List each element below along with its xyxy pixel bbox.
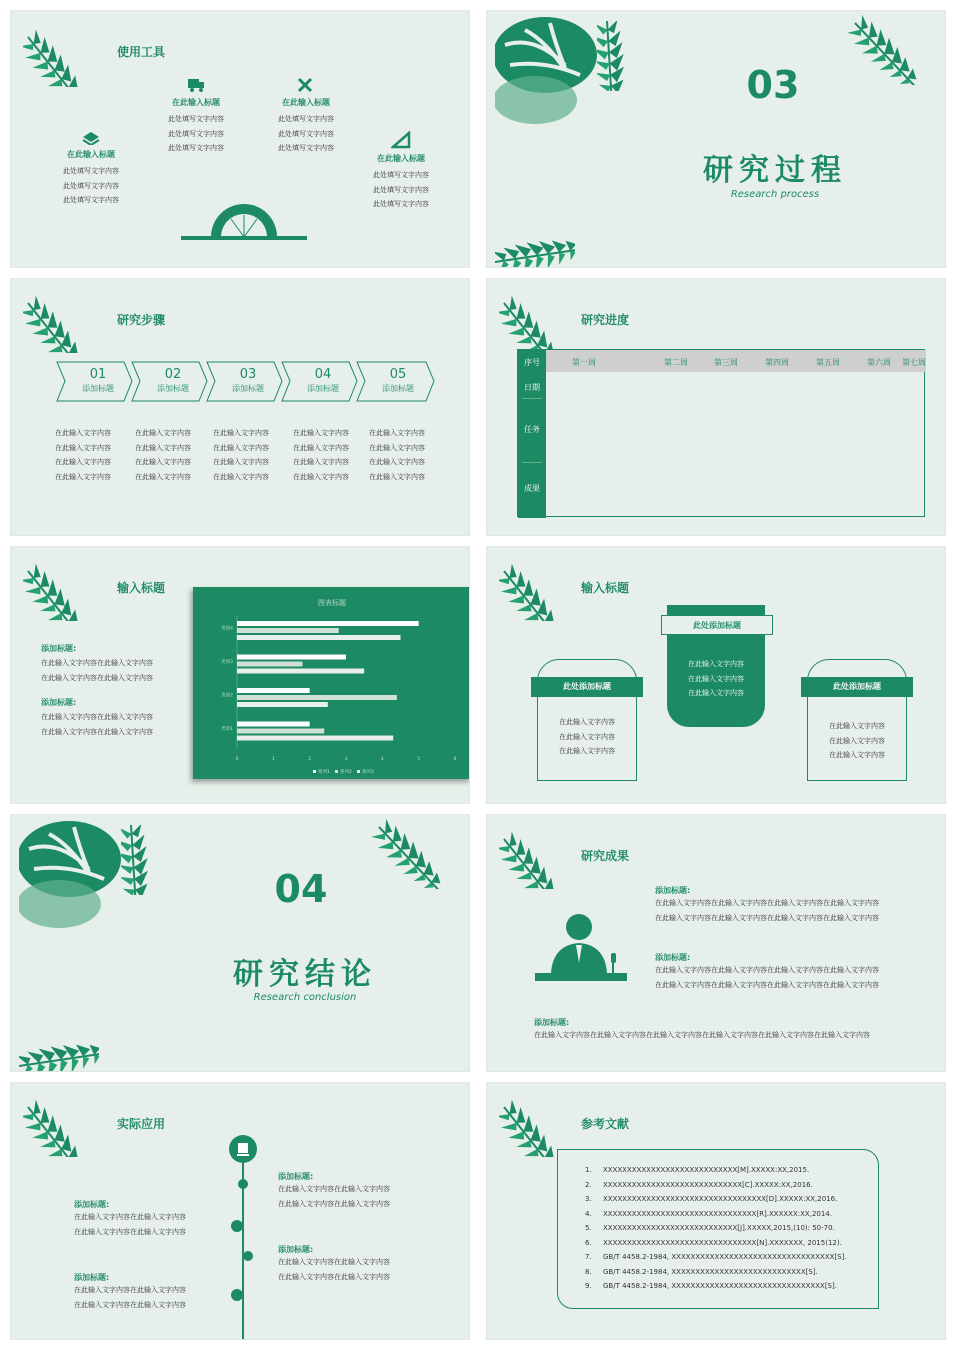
section-number: 04: [274, 867, 328, 911]
speaker-podium-icon: [533, 911, 629, 987]
reference-text: XXXXXXXXXXXXXXXXXXXXXXXXXXXXXXXX[N].XXXXXXX, 2015(12).: [603, 1238, 842, 1247]
slide-section-04[interactable]: [10, 814, 470, 1072]
step-number: 04: [314, 367, 332, 382]
tool-line: 此处填写文字内容: [373, 185, 429, 194]
fern-leaf-icon: [499, 551, 579, 621]
reference-item: [585, 1207, 875, 1222]
fern-leaf-icon: [597, 21, 667, 91]
section-title: 研究结论: [233, 957, 377, 992]
reference-number: 2.: [585, 1180, 592, 1189]
card-heading: 此处添加标题: [801, 677, 913, 697]
step-number: 05: [389, 367, 407, 382]
tool-heading: 在此输入标题: [67, 150, 115, 159]
header-cell: 第五周: [816, 358, 840, 367]
slide-cards[interactable]: [486, 546, 946, 804]
timeline-dot: [243, 1251, 253, 1261]
monstera-leaf-icon: [19, 819, 129, 929]
reference-item: [585, 1192, 875, 1207]
tool-item: [256, 77, 356, 156]
slide-title: 研究成果: [581, 849, 630, 863]
header-cell: 第七周: [902, 358, 926, 367]
timeline-dot: [238, 1179, 248, 1189]
reference-item: [585, 1163, 875, 1178]
x-tick-label: 2: [308, 757, 312, 762]
bar-2: [237, 669, 364, 674]
text-block: 添加标题: 在此输入文字内容在此输入文字内容 在此输入文字内容在此输入文字内容: [278, 1172, 390, 1208]
section-subtitle: Research conclusion: [253, 992, 357, 1003]
row-label: 成果: [524, 484, 540, 493]
text-block: 添加标题: 在此输入文字内容在此输入文字内容 在此输入文字内容在此输入文字内容: [278, 1245, 390, 1281]
reference-text: XXXXXXXXXXXXXXXXXXXXXXXXXXXX[M].XXXXX:XX,2015.: [603, 1166, 810, 1174]
bar-1: [237, 628, 339, 633]
reference-text: XXXXXXXXXXXXXXXXXXXXXXXXXXXXXXXXXX[D].XXXXX:XX,2016.: [603, 1195, 838, 1203]
bar-0: [237, 688, 310, 693]
row-divider: [522, 462, 542, 463]
reference-text: GB/T 4458.2-1984, XXXXXXXXXXXXXXXXXXXXXXXXXXXX[S].: [603, 1267, 818, 1276]
section-subtitle: Research process: [730, 189, 820, 200]
legend-label: 系列2: [340, 770, 352, 775]
header-cell: 第四周: [765, 358, 789, 367]
card-text: 在此输入文字内容 在此输入文字内容 在此输入文字内容: [829, 722, 885, 759]
fern-leaf-icon: [23, 283, 103, 353]
references-list: [585, 1163, 875, 1294]
bar-0: [237, 655, 346, 660]
tool-line: 此处填写文字内容: [278, 144, 334, 152]
reference-number: 5.: [585, 1224, 592, 1232]
fern-leaf-icon: [19, 1011, 99, 1071]
reference-number: 1.: [585, 1166, 592, 1174]
step-label: 添加标题: [307, 384, 339, 393]
row-divider: [522, 398, 542, 399]
slide-references[interactable]: [486, 1082, 946, 1340]
step-label: 添加标题: [82, 384, 114, 393]
slide-title: 输入标题: [581, 581, 630, 595]
slide-title: 研究进度: [581, 313, 630, 327]
card-heading: 此处添加标题: [531, 677, 643, 697]
legend-swatch: [335, 770, 338, 773]
tool-line: 此处填写文字内容: [278, 115, 334, 123]
progress-table: [517, 349, 925, 517]
tool-line: 此处填写文字内容: [63, 181, 119, 190]
card-text: 在此输入文字内容 在此输入文字内容 在此输入文字内容: [688, 660, 744, 697]
x-tick-label: 6: [453, 757, 457, 762]
tool-line: 此处填写文字内容: [168, 129, 224, 138]
x-tick-label: 5: [417, 757, 421, 762]
slide-research-steps[interactable]: [10, 278, 470, 536]
text-block: 添加标题: 在此输入文字内容在此输入文字内容 在此输入文字内容在此输入文字内容: [74, 1200, 186, 1236]
bar-2: [237, 736, 393, 741]
slide-application[interactable]: [10, 1082, 470, 1340]
reference-item: [585, 1221, 875, 1236]
fern-leaf-icon: [121, 825, 191, 895]
legend-label: 系列1: [318, 770, 330, 775]
category-label: 类别4: [221, 626, 233, 632]
category-label: 类别3: [221, 660, 233, 665]
x-tick-label: 0: [235, 757, 239, 762]
tools-icon: [297, 77, 315, 93]
chart-title: 图表标题: [318, 599, 346, 607]
x-tick-label: 3: [344, 757, 348, 762]
row-label: 日期: [524, 383, 540, 392]
x-tick-label: 4: [380, 757, 384, 762]
slide-title: 研究步骤: [117, 313, 166, 327]
reference-number: 3.: [585, 1195, 592, 1203]
step-label: 添加标题: [232, 384, 264, 393]
slide-title: 参考文献: [581, 1117, 630, 1131]
fern-leaf-icon: [495, 207, 575, 267]
protractor-icon: [181, 203, 307, 243]
fern-leaf-icon: [23, 1087, 103, 1157]
tool-item: [351, 131, 451, 212]
reference-number: 7.: [585, 1253, 592, 1261]
bar-0: [237, 722, 310, 727]
reference-number: 9.: [585, 1282, 592, 1290]
reference-item: [585, 1265, 875, 1280]
reference-item: [585, 1279, 875, 1294]
step-text: 在此输入文字内容 在此输入文字内容 在此输入文字内容 在此输入文字内容: [55, 429, 111, 481]
timeline-head: [229, 1135, 257, 1163]
step-number: 01: [89, 367, 107, 382]
reference-text: XXXXXXXXXXXXXXXXXXXXXXXXXXXXXXXX[R].XXXXXX:XX,2014.: [603, 1209, 832, 1218]
tool-item: [41, 129, 141, 208]
tool-heading: 在此输入标题: [282, 98, 330, 107]
text-block: 添加标题: 在此输入文字内容在此输入文字内容在此输入文字内容在此输入文字内容 在此输入文字内容在此输入文字内容在此输入文字内容在此输入文字内容: [655, 953, 879, 989]
header-cell: 第二周: [664, 358, 688, 367]
fern-leaf-icon: [23, 17, 103, 87]
slide-section-03[interactable]: [486, 10, 946, 268]
chart-panel: [193, 587, 470, 779]
step-text: 在此输入文字内容 在此输入文字内容 在此输入文字内容 在此输入文字内容: [369, 429, 425, 481]
reference-text: XXXXXXXXXXXXXXXXXXXXXXXXXXXXX[C].XXXXX:XX,2016.: [603, 1180, 813, 1189]
text-block: 添加标题: 在此输入文字内容在此输入文字内容 在此输入文字内容在此输入文字内容: [74, 1273, 186, 1309]
bar-1: [237, 695, 397, 700]
tool-line: 此处填写文字内容: [63, 196, 119, 204]
x-tick-label: 1: [271, 757, 275, 762]
step-text: 在此输入文字内容 在此输入文字内容 在此输入文字内容 在此输入文字内容: [293, 429, 349, 481]
truck-icon: [187, 77, 205, 93]
reference-text: GB/T 4458.2-1984, XXXXXXXXXXXXXXXXXXXXXXXXXXXXXXXX[S].: [603, 1282, 837, 1290]
fern-leaf-icon: [23, 551, 103, 621]
text-block: 添加标题: 在此输入文字内容在此输入文字内容在此输入文字内容在此输入文字内容 在此输入文字内容在此输入文字内容在此输入文字内容在此输入文字内容: [655, 886, 879, 922]
reference-number: 6.: [585, 1238, 592, 1247]
section-title: 研究过程: [703, 153, 847, 188]
legend-label: 系列3: [362, 770, 374, 775]
bar-chart: [193, 587, 470, 779]
category-label: 类别1: [221, 727, 233, 732]
fern-leaf-icon: [847, 15, 943, 85]
slide-title: 使用工具: [117, 45, 166, 59]
bar-1: [237, 662, 302, 667]
category-label: 类别2: [221, 693, 233, 699]
step-number: 03: [239, 367, 257, 382]
reference-item: [585, 1250, 875, 1265]
slide-title: 输入标题: [117, 581, 166, 595]
header-cell: 第一周: [572, 358, 596, 367]
tool-line: 此处填写文字内容: [278, 129, 334, 138]
fern-leaf-icon: [499, 819, 579, 889]
ruler-triangle-icon: [391, 131, 411, 149]
step-text: 在此输入文字内容 在此输入文字内容 在此输入文字内容 在此输入文字内容: [213, 429, 269, 481]
tool-item: [146, 77, 246, 156]
slide-title: 实际应用: [117, 1117, 166, 1131]
tool-line: 此处填写文字内容: [168, 144, 224, 152]
tool-line: 此处填写文字内容: [63, 167, 119, 175]
header-cell: 序号: [524, 358, 540, 367]
reference-text: XXXXXXXXXXXXXXXXXXXXXXXXXXXX[J].XXXXX,2015,(10): 50-70.: [603, 1224, 835, 1232]
bar-2: [237, 635, 401, 640]
bar-0: [237, 621, 419, 626]
tool-heading: 在此输入标题: [172, 98, 220, 107]
legend-swatch: [357, 770, 360, 773]
card-text: 在此输入文字内容 在此输入文字内容 在此输入文字内容: [559, 718, 615, 755]
reference-number: 4.: [585, 1209, 592, 1218]
legend-swatch: [313, 770, 316, 773]
slide-chart[interactable]: [10, 546, 470, 804]
bar-2: [237, 702, 328, 707]
card-heading: 此处添加标题: [661, 615, 773, 635]
slide-results[interactable]: [486, 814, 946, 1072]
bar-1: [237, 729, 324, 734]
slide-tools[interactable]: [10, 10, 470, 268]
reference-number: 8.: [585, 1267, 592, 1276]
stack-icon: [81, 129, 101, 145]
reference-item: [585, 1236, 875, 1251]
tool-line: 此处填写文字内容: [373, 200, 429, 208]
cup-icon: [229, 1135, 257, 1163]
monstera-leaf-icon: [495, 15, 605, 125]
tool-line: 此处填写文字内容: [373, 171, 429, 179]
tool-heading: 在此输入标题: [377, 154, 425, 163]
header-cell: 第三周: [714, 358, 738, 367]
fern-leaf-icon: [371, 819, 467, 889]
step-label: 添加标题: [157, 384, 189, 393]
section-number: 03: [746, 63, 800, 107]
reference-text: GB/T 4458.2-1984, XXXXXXXXXXXXXXXXXXXXXXXXXXXXXXXXXX[S].: [603, 1253, 847, 1261]
reference-item: [585, 1178, 875, 1193]
text-block: 添加标题: 在此输入文字内容在此输入文字内容在此输入文字内容在此输入文字内容在此输入文字内容在此输入文字内容: [534, 1018, 870, 1039]
step-number: 02: [164, 367, 182, 382]
fern-leaf-icon: [499, 283, 579, 353]
step-text: 在此输入文字内容 在此输入文字内容 在此输入文字内容 在此输入文字内容: [135, 429, 191, 481]
header-cell: 第六周: [867, 358, 891, 367]
row-label: 任务: [524, 425, 540, 434]
slide-progress[interactable]: [486, 278, 946, 536]
step-label: 添加标题: [382, 384, 414, 393]
text-block: 添加标题: 在此输入文字内容在此输入文字内容 在此输入文字内容在此输入文字内容 添加标题: 在此输入文字内容在此输入文字内容 在此输入文字内容在此输入文字内容: [41, 644, 153, 736]
fern-leaf-icon: [499, 1087, 579, 1157]
tool-line: 此处填写文字内容: [168, 115, 224, 123]
